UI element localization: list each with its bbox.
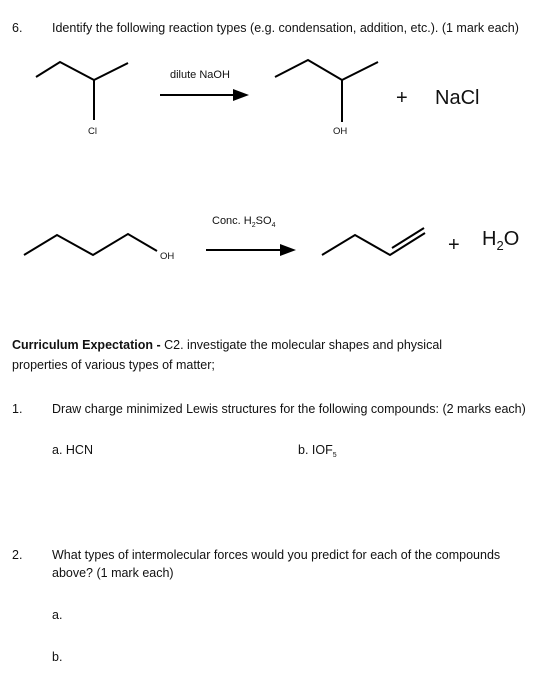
reaction-1-arrow [160, 89, 249, 101]
reactant-2-oh-label: OH [160, 251, 175, 262]
reaction-1-reagent: dilute NaOH [170, 69, 230, 81]
question-1-part-b: b. $IOF_5$ [298, 443, 337, 459]
question-1-text: Draw charge minimized Lewis structures for the following compounds: (2 marks each) [52, 402, 526, 416]
reaction-2-byproduct: $H_2O$ [482, 228, 520, 253]
question-1-part-a: a. HCN [52, 443, 93, 457]
question-1-number: 1. [12, 402, 23, 416]
reaction-1-plus: + [396, 87, 408, 109]
question-6-text: Identify the following reaction types (e.g. condensation, addition, etc.). (1 mark each) [52, 21, 519, 35]
question-2-number: 2. [12, 548, 23, 562]
reaction-2-arrow [206, 244, 296, 256]
question-2-part-a: a. [52, 608, 63, 622]
question-2-text-line2: above? (1 mark each) [52, 566, 174, 580]
question-2-part-b: b. [52, 650, 63, 664]
reaction-1-byproduct: NaCl [435, 87, 480, 109]
reactant-1-cl-label: Cl [88, 126, 97, 137]
reaction-2-plus: + [448, 234, 460, 256]
curriculum-expectation-line2: properties of various types of matter; [12, 358, 215, 372]
product-2-skeleton [322, 228, 425, 255]
curriculum-expectation-line1: Curriculum Expectation - C2. investigate the molecular shapes and physical [12, 338, 443, 352]
reaction-2-reagent: Conc. $H_2SO_4$ [212, 215, 276, 229]
question-6-number: 6. [12, 21, 23, 35]
product-1-oh-label: OH [333, 126, 348, 137]
reactant-2-skeleton [24, 234, 157, 255]
product-1-skeleton [275, 60, 378, 122]
reactant-1-skeleton [36, 62, 128, 120]
question-2-text-line1: What types of intermolecular forces would you predict for each of the compounds [52, 548, 501, 562]
